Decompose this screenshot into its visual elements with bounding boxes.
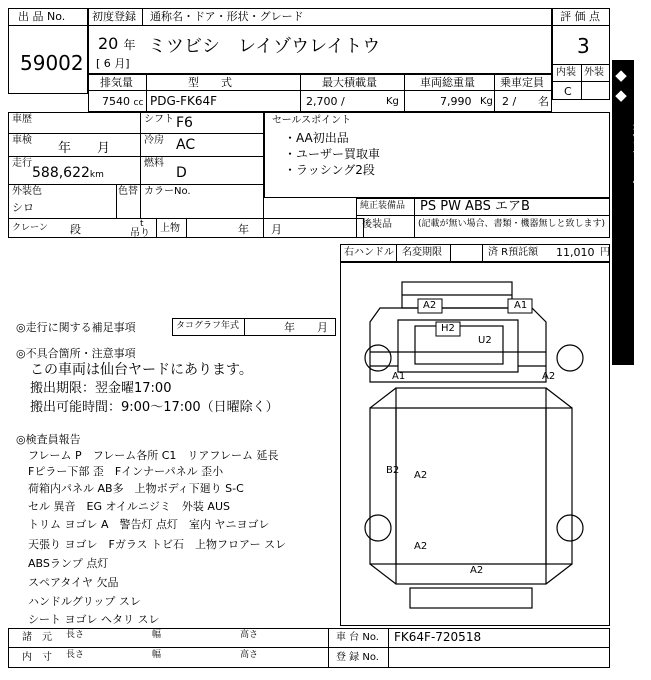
capacity-unit: 名 [538, 95, 549, 108]
sales-points-title: セールスポイント [272, 115, 352, 126]
inspector-line-1: フレーム P フレーム各所 C1 リアフレーム 延長 [28, 449, 279, 462]
lot-label: 出 品 No. [18, 10, 66, 23]
max-load-value: 2,700 / [306, 95, 345, 108]
damage-code-4: U2 [478, 335, 492, 346]
first-reg-label: 初度登録 [92, 10, 136, 23]
interior-label: 内装 [556, 67, 576, 78]
shift-label: シフト [144, 114, 174, 125]
capacity-value: 2 / [502, 95, 517, 108]
inspector-line-2: Fピラー下部 歪 Fインナーパネル 歪小 [28, 465, 224, 478]
chassis-label: 車 台 No. [336, 632, 379, 643]
defect-line-1: この車両は仙台ヤードにあります。 [30, 362, 253, 378]
inspector-line-6: 天張り ヨゴレ Fガラス トビ石 上物フロアー スレ [28, 538, 287, 551]
damage-code-2: A1 [514, 300, 528, 311]
gross-weight-unit: Kg [480, 96, 493, 107]
displacement-label: 排気量 [100, 76, 133, 89]
crane-label: クレーン [12, 223, 48, 233]
model-value: PDG-FK64F [150, 94, 218, 108]
inspector-title: ◎検査員報告 [16, 433, 81, 446]
fuel-label: 燃料 [144, 158, 164, 169]
upper-label: 上物 [160, 223, 180, 234]
damage-code-10: A2 [470, 565, 484, 576]
inspection-label: 車検 [12, 135, 32, 146]
length-label-1: 長さ [66, 630, 85, 640]
inspector-line-5: トリム ヨゴレ A 警告灯 点灯 室内 ヤニヨゴレ [28, 518, 270, 531]
ac-value: AC [176, 137, 196, 153]
damage-code-5: A1 [392, 371, 406, 382]
tacho-value: 年 月 [284, 321, 328, 334]
crane-stage: 段 [70, 223, 81, 236]
displacement-value: 7540 cc [102, 95, 144, 108]
shift-value: F6 [176, 115, 193, 131]
height-label-2: 高さ [240, 650, 259, 660]
recycle-label: 済 R預託額 [488, 247, 539, 258]
damage-code-1: A2 [423, 300, 437, 311]
defect-title: ◎不具合箇所・注意事項 [16, 347, 136, 360]
inspector-line-9: ハンドルグリップ スレ [28, 595, 141, 608]
upper-value: 年 月 [238, 223, 282, 236]
damage-code-3: H2 [441, 323, 455, 334]
year-value: 20 年 [98, 34, 136, 53]
damage-code-6: A2 [542, 371, 556, 382]
gross-weight-value: 7,990 [440, 95, 472, 108]
drive-notes-title: ◎走行に関する補足事項 [16, 321, 136, 334]
height-label-1: 高さ [240, 630, 259, 640]
interior-grade: C [564, 85, 572, 98]
color-change-label: 色替 [118, 186, 138, 197]
month-value: [ 6 月] [96, 57, 130, 70]
lot-number: 59002 [20, 51, 84, 75]
inspector-line-3: 荷箱内パネル AB多 上物ボディ下廻り S-C [28, 482, 244, 495]
name-change-label: 名変期限 [402, 247, 442, 258]
history-label: 車歴 [12, 114, 32, 125]
width-label-2: 幅 [152, 650, 162, 660]
color-no-label: カラーNo. [144, 186, 191, 197]
std-equipment-label: 純正装備品 [360, 201, 406, 211]
length-label-2: 長さ [66, 650, 85, 660]
gross-weight-label: 車両総重量 [420, 76, 475, 89]
recycle-yen: 円 [600, 247, 610, 258]
inspector-line-8: スペアタイヤ 欠品 [28, 576, 119, 589]
crane-hang: 吊り [130, 228, 150, 239]
width-label-1: 幅 [152, 630, 162, 640]
damage-code-7: B2 [386, 465, 400, 476]
inspection-value: 年 月 [58, 141, 111, 156]
score-label: 評 価 点 [560, 10, 600, 23]
ext-color-label: 外装色 [12, 186, 42, 197]
inspector-line-4: セル 異音 EG オイルニジミ 外装 AUS [28, 500, 230, 513]
side-banner: ◆◆ 現車は仙台ヤードにあります ◆◆ [612, 60, 634, 365]
inspector-line-7: ABSランプ 点灯 [28, 557, 109, 570]
aftermarket-note: (記載が無い場合、書類・機器無しと致します) [418, 219, 606, 229]
max-load-unit: Kg [386, 96, 399, 107]
max-load-label: 最大積載量 [322, 76, 377, 89]
sales-point-3: ・ラッシング2段 [284, 163, 375, 177]
damage-code-8: A2 [414, 470, 428, 481]
footer-box [8, 628, 610, 668]
defect-line-3: 搬出可能時間：9:00～17:00（日曜除く） [30, 400, 279, 415]
car-name: ミツビシ レイゾウレイトウ [148, 36, 381, 57]
fuel-value: D [176, 165, 187, 181]
interior-dims-label: 内 寸 [22, 652, 52, 663]
exterior-label: 外装 [584, 67, 604, 78]
crane-ton: t [140, 219, 144, 229]
mileage-label: 走行 [12, 158, 32, 169]
model-label: 型 式 [188, 76, 232, 89]
std-equipment-value: PS PW ABS エアB [420, 199, 530, 214]
tacho-label: タコグラフ年式 [176, 321, 240, 331]
name-label: 通称名・ドア・形状・グレード [150, 10, 304, 23]
mileage-value: 588,622km [32, 165, 104, 181]
recycle-amount: 11,010 [556, 246, 595, 259]
sales-point-1: ・AA初出品 [284, 131, 349, 145]
inspector-line-10: シート ヨゴレ ヘタリ スレ [28, 613, 160, 626]
right-handle: 右ハンドル [344, 247, 394, 258]
reg-label: 登 録 No. [336, 652, 379, 663]
score-value: 3 [577, 34, 590, 58]
sales-point-2: ・ユーザー買取車 [284, 147, 381, 161]
ext-color-value: シロ [12, 201, 34, 214]
chassis-number: FK64F-720518 [394, 630, 482, 644]
defect-line-2: 搬出期限：翌金曜17:00 [30, 381, 172, 396]
aftermarket-label: 後装品 [362, 219, 392, 230]
capacity-label: 乗車定員 [500, 76, 544, 89]
dims-label: 諸 元 [22, 632, 52, 643]
damage-code-9: A2 [414, 541, 428, 552]
ac-label: 冷房 [144, 135, 164, 146]
